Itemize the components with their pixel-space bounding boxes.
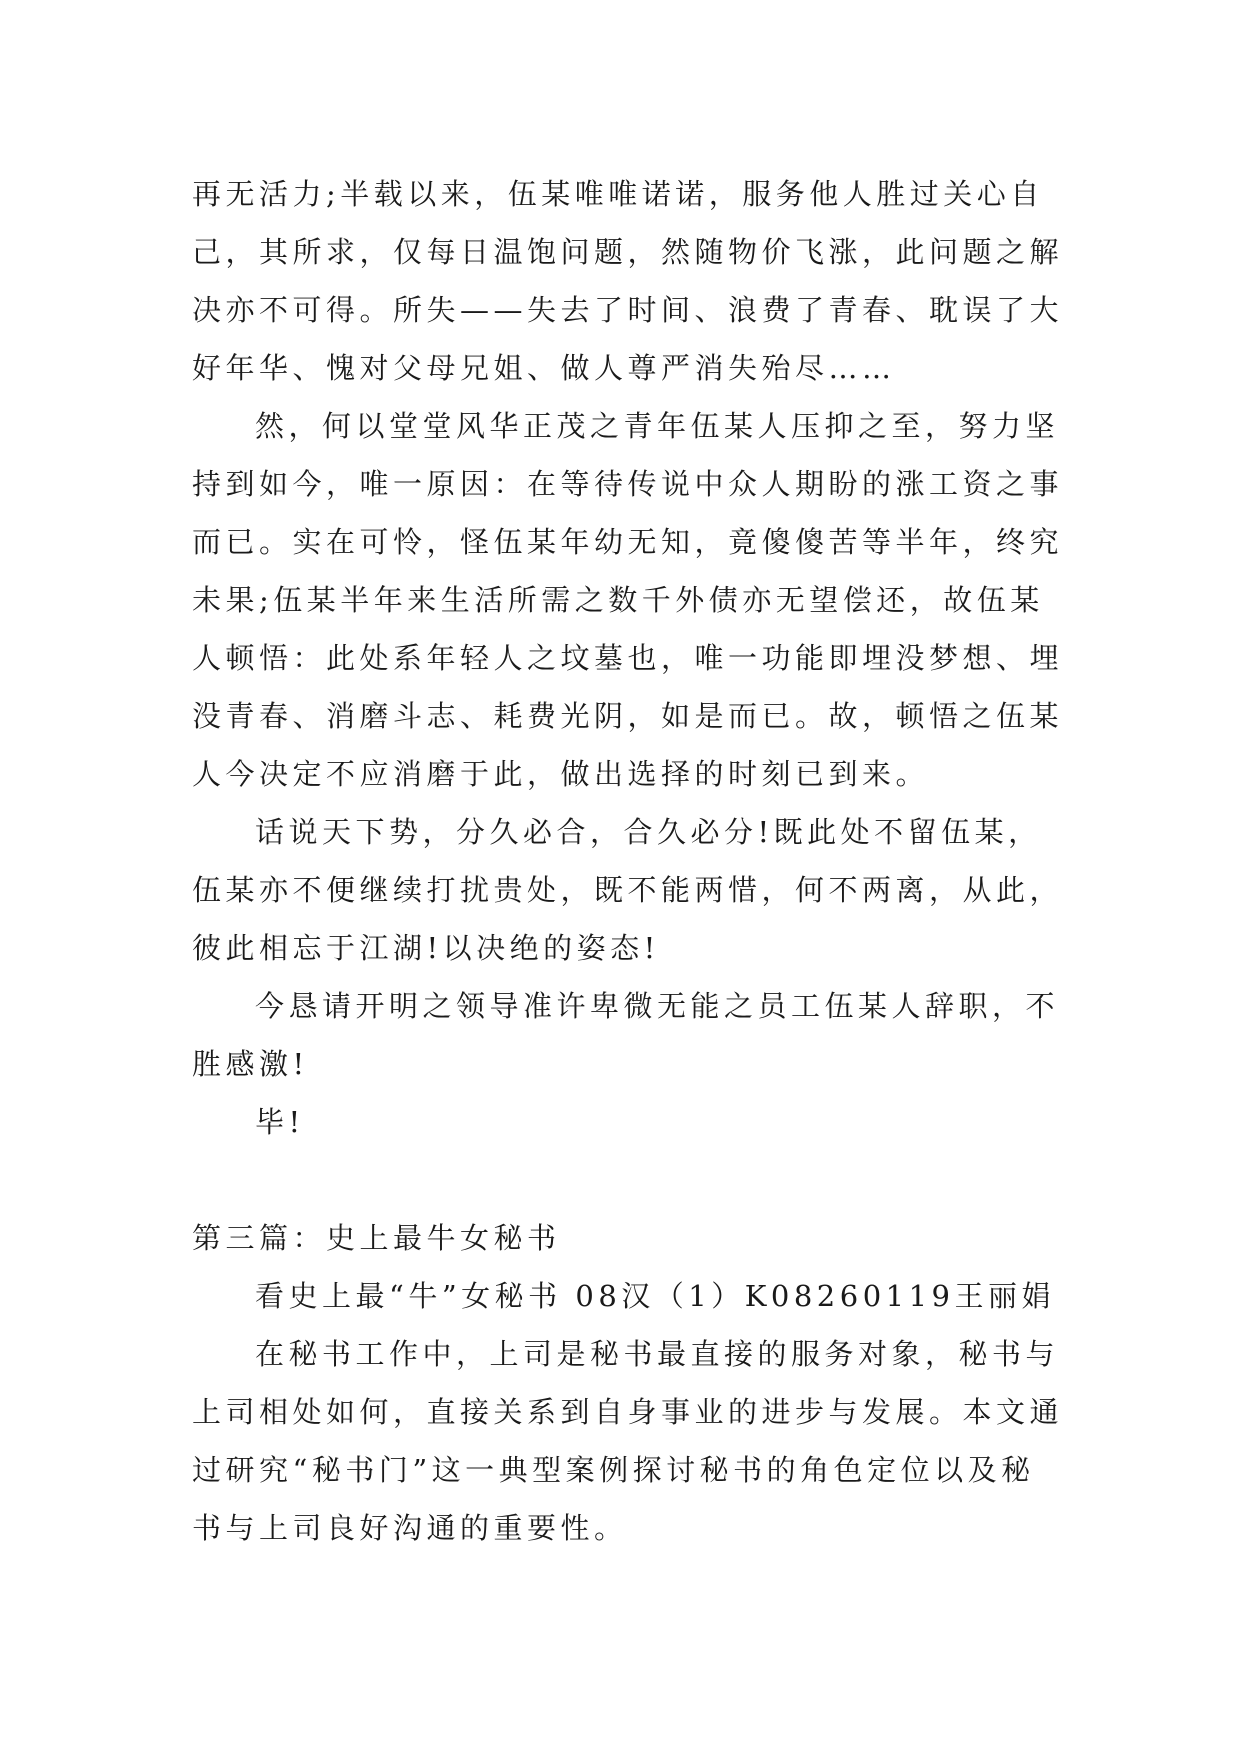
paragraph-2 [192, 397, 1064, 803]
text-line: 再无活力;半载以来，伍某唯唯诺诺，服务他人胜过关心自 [192, 177, 1044, 211]
article-byline: 看史上最“牛”女秘书 08汉（1）K08260119王丽娟 [255, 1279, 1055, 1313]
text-line: 过研究“秘书门”这一典型案例探讨秘书的角色定位以及秘 [192, 1453, 1035, 1487]
text-line: 在秘书工作中，上司是秘书最直接的服务对象，秘书与 [255, 1337, 1060, 1371]
text-line: 话说天下势，分久必合，合久必分!既此处不留伍某， [255, 815, 1042, 849]
paragraph-4 [192, 977, 1060, 1093]
section-heading: 第三篇：史上最牛女秘书 [192, 1221, 561, 1255]
paragraph-5 [192, 1093, 1052, 1151]
section-gap [192, 1151, 1052, 1209]
text-line: 伍某亦不便继续打扰贵处，既不能两惜，何不两离，从此， [192, 873, 1064, 907]
text-line: 决亦不可得。所失——失去了时间、浪费了青春、耽误了大 [192, 293, 1064, 327]
document-page [192, 165, 1064, 1557]
article-paragraph [192, 1325, 1064, 1557]
text-line: 好年华、愧对父母兄姐、做人尊严消失殆尽…… [192, 351, 896, 385]
text-line: 然，何以堂堂风华正茂之青年伍某人压抑之至，努力坚 [255, 409, 1060, 443]
text-line: 未果;伍某半年来生活所需之数千外债亦无望偿还，故伍某 [192, 583, 1044, 617]
text-line: 己，其所求，仅每日温饱问题，然随物价飞涨，此问题之解 [192, 235, 1064, 269]
text-line: 毕! [255, 1105, 305, 1139]
text-line: 书与上司良好沟通的重要性。 [192, 1511, 628, 1545]
text-line: 没青春、消磨斗志、耗费光阴，如是而已。故，顿悟之伍某 [192, 699, 1064, 733]
text-line: 胜感激! [192, 1047, 309, 1081]
text-line: 而已。实在可怜，怪伍某年幼无知，竟傻傻苦等半年，终究 [192, 525, 1064, 559]
paragraph-1 [192, 165, 1064, 397]
text-line: 持到如今，唯一原因：在等待传说中众人期盼的涨工资之事 [192, 467, 1064, 501]
text-line: 人顿悟：此处系年轻人之坟墓也，唯一功能即埋没梦想、埋 [192, 641, 1064, 675]
text-line: 今恳请开明之领导准许卑微无能之员工伍某人辞职，不 [255, 989, 1060, 1023]
text-line: 上司相处如何，直接关系到自身事业的进步与发展。本文通 [192, 1395, 1064, 1429]
text-line: 彼此相忘于江湖!以决绝的姿态! [192, 931, 660, 965]
text-line: 人今决定不应消磨于此，做出选择的时刻已到来。 [192, 757, 930, 791]
paragraph-3 [192, 803, 1064, 977]
